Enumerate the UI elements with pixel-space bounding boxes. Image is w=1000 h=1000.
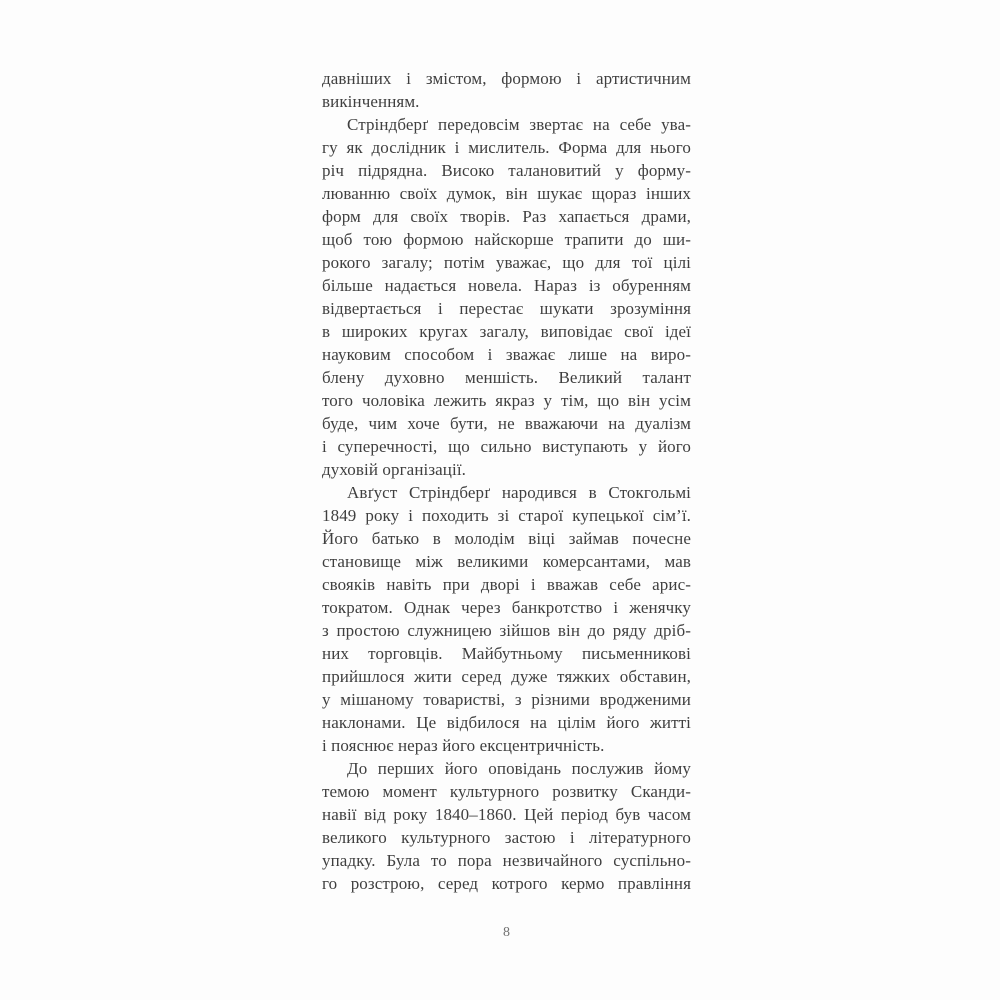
- text-line: в широких кругах загалу, виповідає свої ідеї: [322, 322, 691, 341]
- text-line: форм для своїх творів. Раз хапається драми,: [322, 207, 691, 226]
- paragraph: [322, 481, 691, 757]
- text-line: щоб тою формою найскорше трапити до ши-: [322, 230, 691, 249]
- text-line: прийшлося жити серед дуже тяжких обставин,: [322, 667, 691, 686]
- text-line: Стріндберґ передовсім звертає на себе ува-: [347, 115, 691, 134]
- text-line: навії від року 1840–1860. Цей період був часом: [322, 805, 691, 824]
- text-line: давніших і змістом, формою і артистичним: [322, 69, 691, 88]
- text-line: свояків навіть при дворі і вважав себе арис-: [322, 575, 691, 594]
- text-line: у мішаному товаристві, з різними вродженими: [322, 690, 691, 709]
- text-line: них торговців. Майбутньому письменникові: [322, 644, 691, 663]
- paragraph: [322, 113, 691, 481]
- text-line: рокого загалу; потім уважає, що для тої цілі: [322, 253, 691, 272]
- text-line: і пояснює нераз його ексцентричність.: [322, 736, 605, 755]
- text-line: люванню своїх думок, він шукає щораз інших: [322, 184, 691, 203]
- text-line: наклонами. Це відбилося на цілім його житті: [322, 713, 691, 732]
- text-line: буде, чим хоче бути, не вважаючи на дуалізм: [322, 414, 691, 433]
- text-line: блену духовно меншість. Великий талант: [322, 368, 691, 387]
- text-line: і суперечності, що сильно виступають у його: [322, 437, 691, 456]
- text-line: становище між великими комерсантами, мав: [322, 552, 691, 571]
- text-line: науковим способом і зважає лише на виро-: [322, 345, 691, 364]
- text-line: темою момент культурного розвитку Сканди-: [322, 782, 691, 801]
- text-line: го розстрою, серед котрого кермо правління: [322, 874, 691, 893]
- text-line: Його батько в молодім віці займав почесне: [322, 529, 691, 548]
- text-line: того чоловіка лежить якраз у тім, що він усім: [322, 391, 691, 410]
- text-line: До перших його оповідань послужив йому: [347, 759, 691, 778]
- text-line: відвертається і перестає шукати зрозуміння: [322, 299, 691, 318]
- text-line: Авґуст Стріндберґ народився в Стокгольмі: [347, 483, 691, 502]
- text-line: духовій організації.: [322, 460, 466, 479]
- text-line: тократом. Однак через банкротство і женячку: [322, 598, 691, 617]
- text-line: з простою служницею зійшов він до ряду дріб-: [322, 621, 691, 640]
- paragraph: [322, 757, 691, 895]
- paragraph: [322, 67, 691, 113]
- text-line: річ підрядна. Високо талановитий у форму-: [322, 161, 691, 180]
- text-line: упадку. Була то пора незвичайного суспільно-: [322, 851, 691, 870]
- text-line: більше надається новела. Нараз із обуренням: [322, 276, 691, 295]
- text-line: великого культурного застою і літературного: [322, 828, 691, 847]
- text-line: викінченням.: [322, 92, 420, 111]
- page-number: 8: [503, 925, 510, 940]
- text-line: 1849 року і походить зі старої купецької сім’ї.: [322, 506, 691, 525]
- text-line: гу як дослідник і мислитель. Форма для нього: [322, 138, 691, 157]
- page-text: [322, 67, 691, 895]
